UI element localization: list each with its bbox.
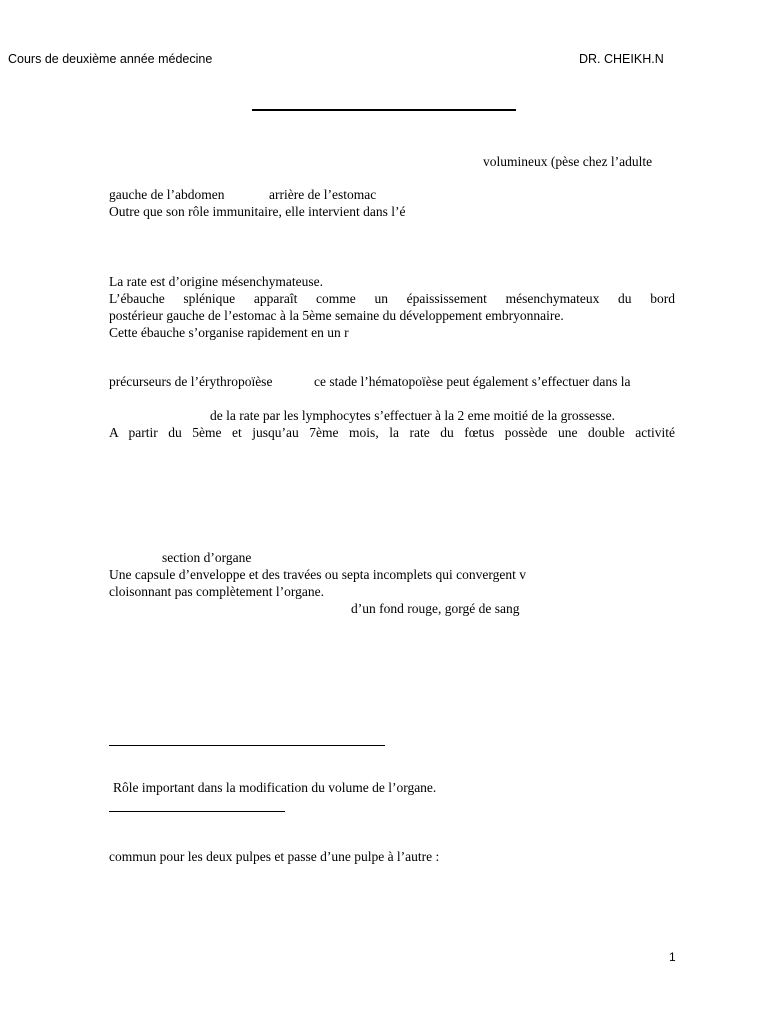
text-line: gauche de l’abdomen <box>109 187 225 202</box>
section-heading-underline <box>109 745 385 746</box>
text-line: d’un fond rouge, gorgé de sang <box>351 601 520 616</box>
section-heading-underline <box>109 811 285 812</box>
text-line: L’ébauche splénique apparaît comme un épaississement mésenchymateux du bord <box>109 291 675 306</box>
header-author: DR. CHEIKH.N <box>579 52 664 66</box>
text-line: postérieur gauche de l’estomac à la 5ème semaine du développement embryonnaire. <box>109 308 564 323</box>
text-line: commun pour les deux pulpes et passe d’une pulpe à l’autre : <box>109 849 440 864</box>
text-line: A partir du 5ème et jusqu’au 7ème mois, la rate du fœtus possède une double activité <box>109 425 675 440</box>
text-line: ce stade l’hématopoïèse peut également s’effectuer dans la <box>314 374 631 389</box>
text-line: Une capsule d’enveloppe et des travées ou septa incomplets qui convergent v <box>109 567 526 582</box>
text-line: cloisonnant pas complètement l’organe. <box>109 584 324 599</box>
header-course-title: Cours de deuxième année médecine <box>8 52 213 66</box>
text-line: Rôle important dans la modification du volume de l’organe. <box>113 780 437 795</box>
page-number: 1 <box>669 950 676 964</box>
text-line: section d’organe <box>162 550 252 565</box>
text-line: précurseurs de l’érythropoïèse <box>109 374 273 389</box>
text-line: La rate est d’origine mésenchymateuse. <box>109 274 324 289</box>
text-line: de la rate par les lymphocytes s’effectuer à la 2 eme moitié de la grossesse. <box>210 408 615 423</box>
text-line: arrière de l’estomac <box>269 187 377 202</box>
text-line: volumineux (pèse chez l’adulte <box>483 154 653 169</box>
title-underline <box>252 109 516 111</box>
text-line: Outre que son rôle immunitaire, elle intervient dans l’é <box>109 204 406 219</box>
text-line: Cette ébauche s’organise rapidement en un r <box>109 325 349 340</box>
